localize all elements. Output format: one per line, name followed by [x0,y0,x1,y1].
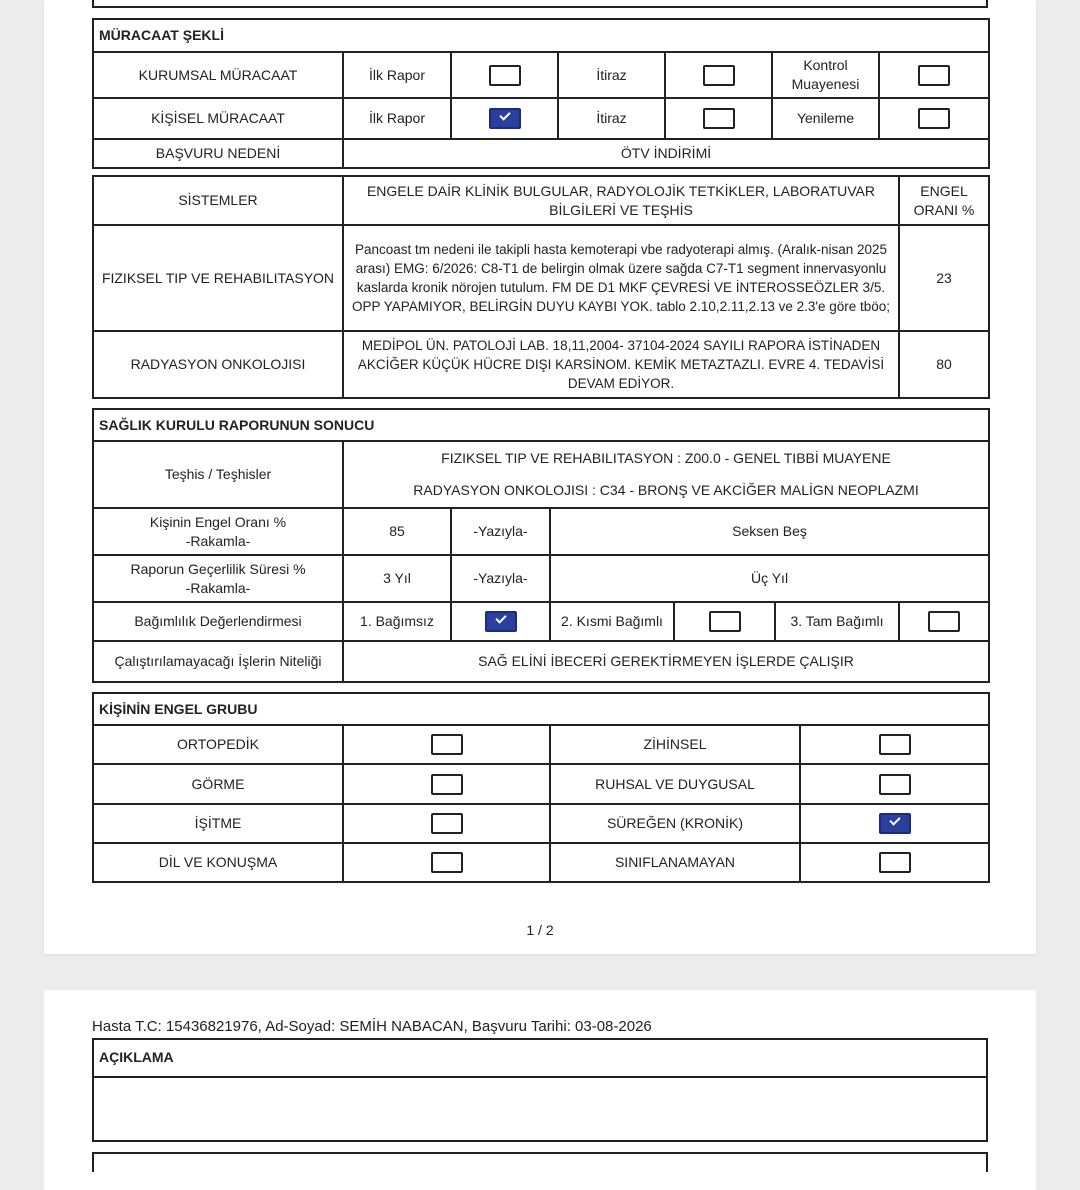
isitme-checkbox[interactable] [431,813,463,834]
teshis-1: FIZIKSEL TIP VE REHABILITASYON : Z00.0 - GENEL TIBBİ MUAYENE [441,450,891,466]
bagimlilik-label: Bağımlılık Değerlendirmesi [93,602,343,641]
kurumsal-itiraz-cell [665,52,772,98]
system-findings: MEDİPOL ÜN. PATOLOJİ LAB. 18,11,2004- 37104-2024 SAYILI RAPORA İSTİNADEN AKCİĞER KÜÇÜK HÜCRE DIŞI KARSİNOM. KEMİK METAZTAZLI. EVRE 4. TEDAVİSİ DEVAM EDİYOR. [343,331,899,398]
kontrol-muayenesi-checkbox[interactable] [918,65,950,86]
zihinsel-label: ZİHİNSEL [550,725,800,764]
muracaat-table [92,18,990,169]
bulgular-header: ENGELE DAİR KLİNİK BULGULAR, RADYOLOJİK TETKİKLER, LABORATUVAR BİLGİLERİ VE TEŞHİS [343,176,899,225]
dil-konusma-checkbox[interactable] [431,852,463,873]
yenileme-checkbox[interactable] [918,108,950,129]
gecerlilik-label-1: Raporun Geçerlilik Süresi % [130,560,306,577]
kisisel-ilk-rapor-checkbox[interactable] [489,108,521,129]
kurumsal-itiraz-checkbox[interactable] [703,65,735,86]
zihinsel-cell [800,725,989,764]
suregen-label: SÜREĞEN (KRONİK) [550,804,800,843]
engel-orani-text: Seksen Beş [550,508,989,555]
teshis-label: Teşhis / Teşhisler [93,441,343,508]
yenileme-label: Yenileme [772,98,879,139]
page-number: 1 / 2 [526,922,554,938]
ortopedik-label: ORTOPEDİK [93,725,343,764]
engel-orani-value: 85 [343,508,451,555]
gecerlilik-text: Üç Yıl [550,555,989,602]
sonuc-section-title: SAĞLIK KURULU RAPORUNUN SONUCU [93,409,989,441]
system-findings: Pancoast tm nedeni ile takipli hasta kemoterapi vbe radyoterapi almış. (Aralık-nisan 2025 arası) EMG: 6/2026: C8-T1 de belirgin olmak üzere sağda C7-T1 segment innervasyonlu kaslarda kronik nörojen tutulum. FM DE D1 MKF ÇEVRESİ VE İNTEROSSEÖZLER 3/5. OPP YAPAMIYOR, BELİRGİN DUYU KAYBI YOK. tablo 2.10,2.11,2.13 ve 2.3'e göre tböo; [343,225,899,331]
report-page-2 [44,990,1036,1190]
bagimsiz-label: 1. Bağımsız [343,602,451,641]
calistirilamaz-value: SAĞ ELİNİ İBECERİ GEREKTİRMEYEN İŞLERDE ÇALIŞIR [343,641,989,682]
previous-table-bottom [92,0,988,8]
sonuc-table [92,408,990,683]
aciklama-table [92,1038,988,1142]
patient-header-line: Hasta T.C: 15436821976, Ad-Soyad: SEMİH NABACAN, Başvuru Tarihi: 03-08-2026 [92,1018,652,1035]
dil-konusma-cell [343,843,550,882]
aciklama-content [93,1077,987,1141]
bagimsiz-checkbox[interactable] [485,611,517,632]
engel-orani-label-1: Kişinin Engel Oranı % [149,513,287,530]
yenileme-cell [879,98,989,139]
engel-orani-label [93,508,343,555]
calistirilamaz-label: Çalıştırılamayacağı İşlerin Niteliği [93,641,343,682]
siniflanamayan-label: SINIFLANAMAYAN [550,843,800,882]
tam-bagimli-label: 3. Tam Bağımlı [775,602,899,641]
kisisel-muracaat-label: KİŞİSEL MÜRACAAT [93,98,343,139]
tam-bagimli-checkbox[interactable] [928,611,960,632]
kismi-bagimli-label: 2. Kısmi Bağımlı [550,602,674,641]
kurumsal-ilk-rapor-cell [451,52,558,98]
report-page-1 [44,0,1036,954]
siniflanamayan-checkbox[interactable] [879,852,911,873]
engel-grubu-section-title: KİŞİNİN ENGEL GRUBU [93,693,989,725]
next-table-top [92,1152,988,1172]
engel-grubu-table [92,692,990,883]
kurumsal-muracaat-label: KURUMSAL MÜRACAAT [93,52,343,98]
system-name: FIZIKSEL TIP VE REHABILITASYON [93,225,343,331]
teshis-values [343,441,989,508]
siniflanamayan-cell [800,843,989,882]
suregen-checkbox[interactable] [879,813,911,834]
kisisel-itiraz-label: İtiraz [558,98,665,139]
kisisel-itiraz-checkbox[interactable] [703,108,735,129]
kurumsal-itiraz-label: İtiraz [558,52,665,98]
kontrol-muayenesi-cell [879,52,989,98]
dil-konusma-label: DİL VE KONUŞMA [93,843,343,882]
kurumsal-ilk-rapor-checkbox[interactable] [489,65,521,86]
gorme-cell [343,764,550,804]
kontrol-muayenesi-label: Kontrol Muayenesi [772,52,879,98]
gorme-label: GÖRME [93,764,343,804]
yaziyla-label: -Yazıyla- [451,508,550,555]
kisisel-ilk-rapor-label: İlk Rapor [343,98,451,139]
muracaat-section-title: MÜRACAAT ŞEKLİ [93,19,989,52]
gecerlilik-label [93,555,343,602]
aciklama-section-title: AÇIKLAMA [93,1039,987,1077]
basvuru-nedeni-value: ÖTV İNDİRİMİ [343,139,989,168]
bagimsiz-cell [451,602,550,641]
ruhsal-cell [800,764,989,804]
engel-orani-header: ENGEL ORANI % [899,176,989,225]
ortopedik-checkbox[interactable] [431,734,463,755]
teshis-2: RADYASYON ONKOLOJISI : C34 - BRONŞ VE AKCİĞER MALİGN NEOPLAZMI [413,482,919,498]
yaziyla-label: -Yazıyla- [451,555,550,602]
kismi-bagimli-checkbox[interactable] [709,611,741,632]
kismi-bagimli-cell [674,602,775,641]
kisisel-ilk-rapor-cell [451,98,558,139]
system-rate: 80 [899,331,989,398]
isitme-label: İŞİTME [93,804,343,843]
system-rate: 23 [899,225,989,331]
ruhsal-checkbox[interactable] [879,774,911,795]
basvuru-nedeni-label: BAŞVURU NEDENİ [93,139,343,168]
isitme-cell [343,804,550,843]
gecerlilik-value: 3 Yıl [343,555,451,602]
kisisel-itiraz-cell [665,98,772,139]
zihinsel-checkbox[interactable] [879,734,911,755]
gecerlilik-label-2: -Rakamla- [185,579,251,596]
sistemler-table [92,175,990,399]
kurumsal-ilk-rapor-label: İlk Rapor [343,52,451,98]
engel-orani-label-2: -Rakamla- [185,532,251,549]
gorme-checkbox[interactable] [431,774,463,795]
tam-bagimli-cell [899,602,989,641]
system-name: RADYASYON ONKOLOJISI [93,331,343,398]
sistemler-header: SİSTEMLER [93,176,343,225]
suregen-cell [800,804,989,843]
ortopedik-cell [343,725,550,764]
ruhsal-label: RUHSAL VE DUYGUSAL [550,764,800,804]
